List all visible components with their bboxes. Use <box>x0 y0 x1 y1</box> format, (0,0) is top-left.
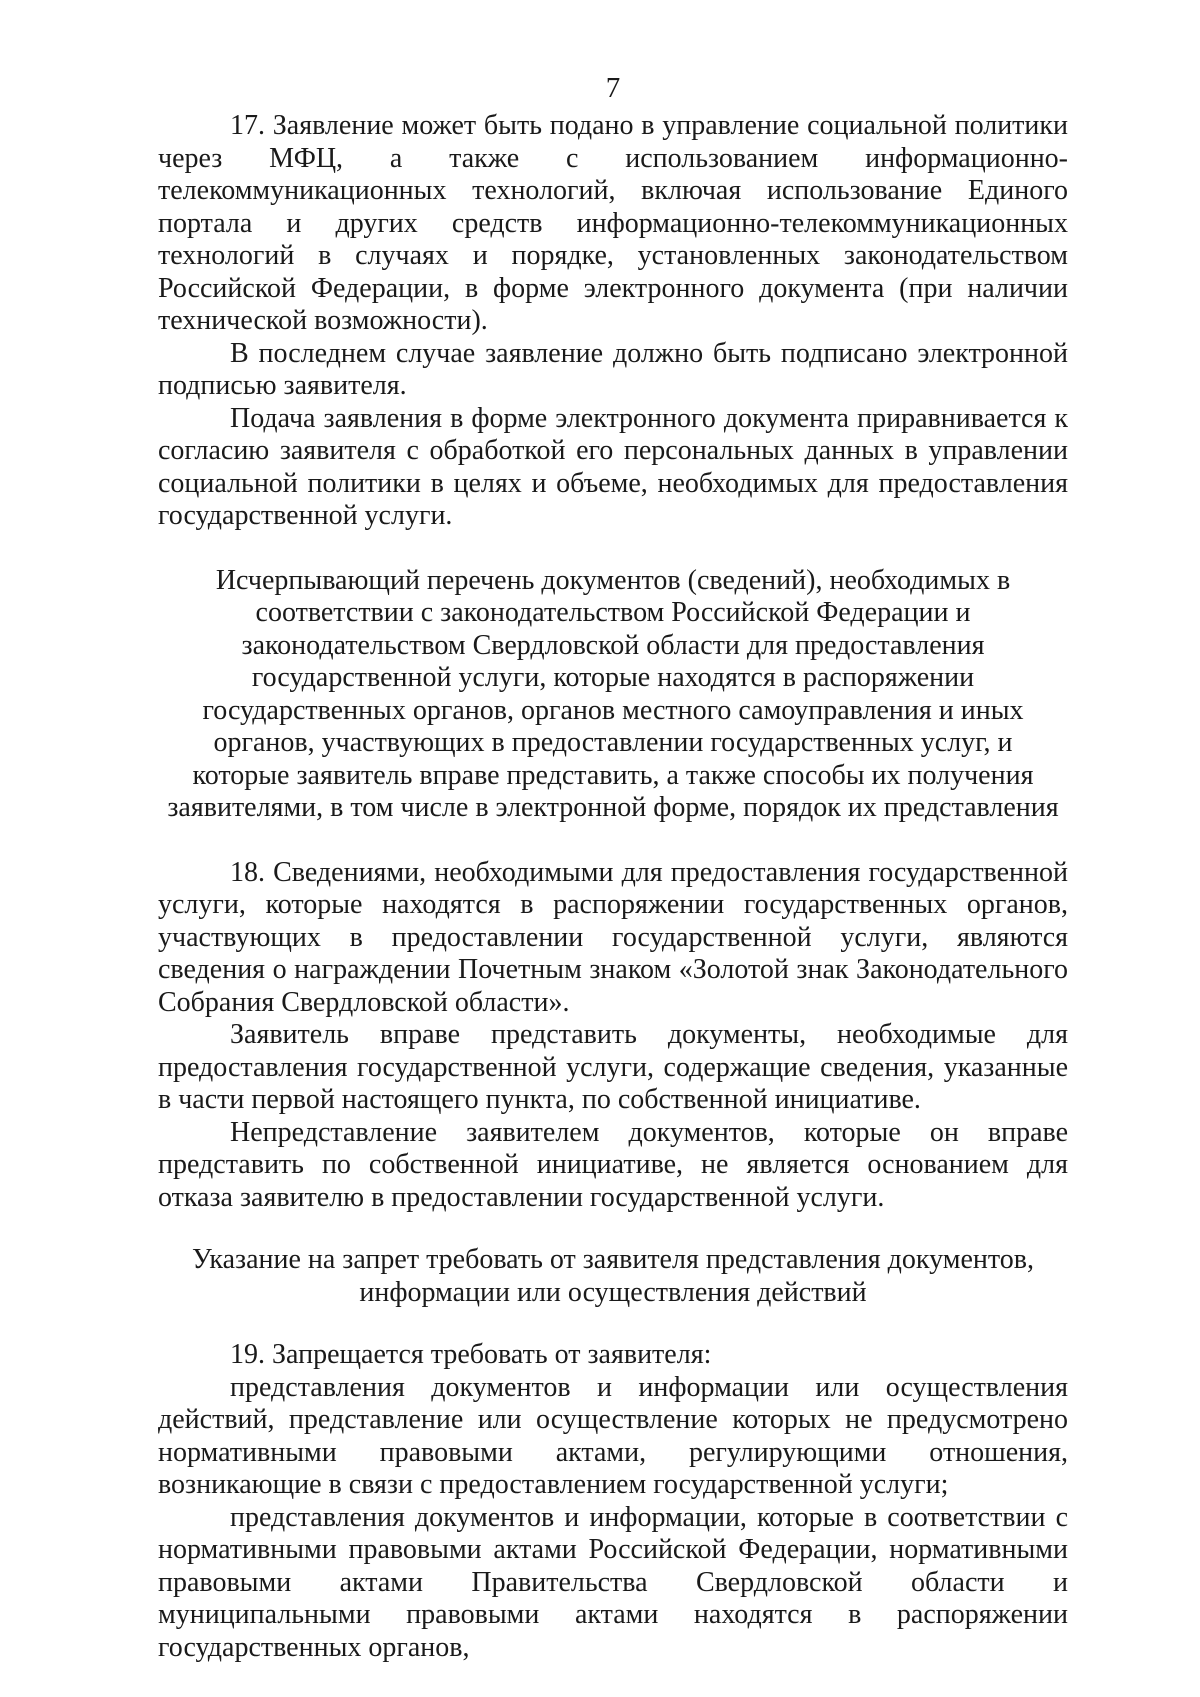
paragraph: В последнем случае заявление должно быть подписано электронной подписью заявителя. <box>158 337 1068 401</box>
paragraph: Подача заявления в форме электронного документа приравнивается к согласию заявителя с обработкой его персональных данных в управлении социальной политики в целях и объеме, необходимых для предоставления государственной услуги. <box>158 402 1068 531</box>
page-number: 7 <box>605 72 621 104</box>
paragraph: Заявитель вправе представить документы, необходимые для предоставления государственной услуги, содержащие сведения, указанные в части первой настоящего пункта, по собственной инициативе. <box>158 1019 1068 1115</box>
section-17 <box>158 110 1068 533</box>
paragraph: 18. Сведениями, необходимыми для предоставления государственной услуги, которые находятся в распоряжении государственных органов, участвующих в предоставлении государственной услуги, являются сведения о награждении Почетным знаком «Золотой знак Законодательного Собрания Свердловской области». <box>158 856 1068 1018</box>
paragraph: Непредставление заявителем документов, которые он вправе представить по собственной инициативе, не является основанием для отказа заявителю в предоставлении государственной услуги. <box>158 1116 1068 1213</box>
paragraph: представления документов и информации, которые в соответствии с нормативными правовыми актами Российской Федерации, нормативными правовыми актами Правительства Свердловской области и муниципальными правовыми актами находятся в распоряжении государственных органов, <box>158 1501 1068 1663</box>
section-heading-prohibition: Указание на запрет требовать от заявителя представления документов, информации или осуществления действий <box>192 1244 1034 1308</box>
paragraph: представления документов и информации или осуществления действий, представление или осуществление которых не предусмотрено нормативными правовыми актами, регулирующими отношения, возникающие в связи с предоставлением государственной услуги; <box>158 1371 1068 1500</box>
paragraph: 17. Заявление может быть подано в управление социальной политики через МФЦ, а также с использованием информационно-телекоммуникационных технологий, включая использование Единого портала и других средств информационно-телекоммуникационных технологий в случаях и порядке, установленных законодательством Российской Федерации, в форме электронного документа (при наличии технической возможности). <box>158 110 1068 336</box>
paragraph: 19. Запрещается требовать от заявителя: <box>230 1339 712 1370</box>
section-heading-documents: Исчерпывающий перечень документов (сведений), необходимых в соответствии с законодательством Российской Федерации и законодательством Свердловской области для предоставления государственной услуги, которые находятся в распоряжении государственных органов, органов местного самоуправления и иных органов, участвующих в предоставлении государственных услуг, и которые заявитель вправе представить, а также способы их получения заявителями, в том числе в электронной форме, порядок их представления <box>167 564 1059 823</box>
section-18 <box>158 857 1068 1215</box>
section-19 <box>158 1339 1068 1664</box>
